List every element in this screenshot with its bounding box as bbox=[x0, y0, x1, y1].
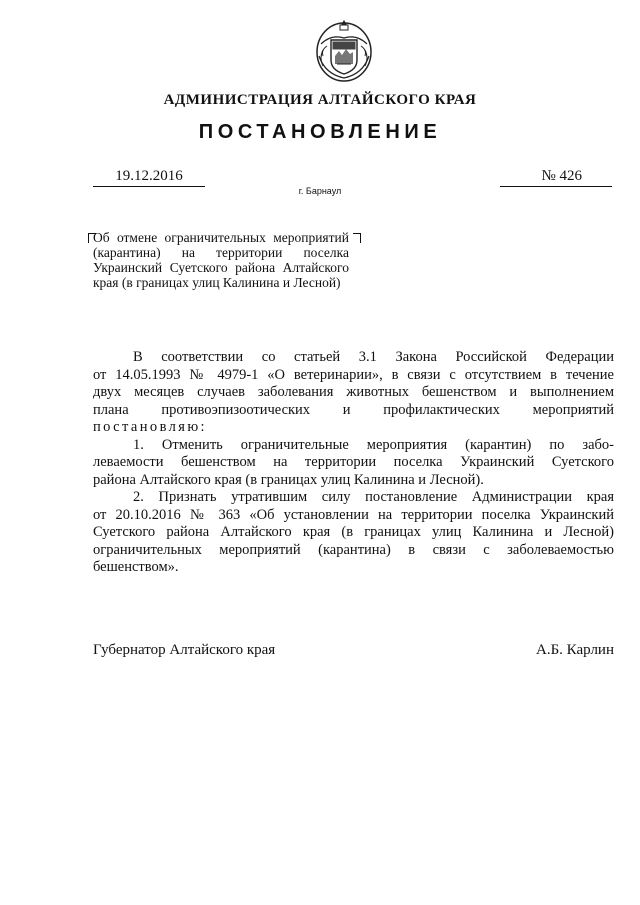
document-number: № 426 bbox=[541, 168, 582, 184]
organization-name: АДМИНИСТРАЦИЯ АЛТАЙСКОГО КРАЯ bbox=[163, 92, 477, 108]
body-line: двух месяцев случаев заболевания животных бешенством и выполнением bbox=[93, 384, 614, 400]
decree-word: постановляю: bbox=[93, 419, 207, 435]
body-line: 2. Признать утратившим силу постановление Администрации края bbox=[133, 489, 614, 505]
document-body bbox=[93, 349, 614, 577]
document-date: 19.12.2016 bbox=[93, 168, 205, 187]
signer-title: Губернатор Алтайского края bbox=[93, 642, 276, 658]
body-line: Суетского района Алтайского края (в границах улиц Калинина и Лесной) bbox=[93, 524, 614, 540]
body-line: В соответствии со статьей 3.1 Закона Российской Федерации bbox=[133, 349, 614, 365]
body-line: леваемости бешенством на территории поселка Украинский Суетского bbox=[93, 454, 614, 470]
body-line: 1. Отменить ограничительные мероприятия (карантин) по забо- bbox=[133, 436, 614, 453]
body-line: от 14.05.1993 № 4979-1 «О ветеринарии», в связи с отсутствием в течение bbox=[93, 366, 614, 383]
body-line: плана противоэпизоотических и профилактических мероприятий bbox=[93, 401, 614, 418]
body-line: района Алтайского края (в границах улиц Калинина и Лесной). bbox=[93, 471, 484, 488]
document-city: г. Барнаул bbox=[298, 186, 342, 196]
body-line: от 20.10.2016 № 363 «Об установлении на территории поселка Украинский bbox=[93, 506, 614, 523]
signer-name: А.Б. Карлин bbox=[535, 642, 614, 658]
body-line: бешенством». bbox=[93, 559, 179, 575]
subject-corner-right bbox=[353, 233, 361, 243]
coat-of-arms-icon bbox=[313, 16, 375, 84]
document-type-title: ПОСТАНОВЛЕНИЕ bbox=[198, 121, 442, 143]
document-subject: Об отмене ограничительных мероприятий (карантина) на территории поселка Украинский Суетского района Алтайского края (в границах улиц Калинина и Лесной) bbox=[93, 230, 349, 290]
document-number-field bbox=[500, 168, 612, 187]
body-line: ограничительных мероприятий (карантина) в связи с заболеваемостью bbox=[93, 541, 614, 558]
